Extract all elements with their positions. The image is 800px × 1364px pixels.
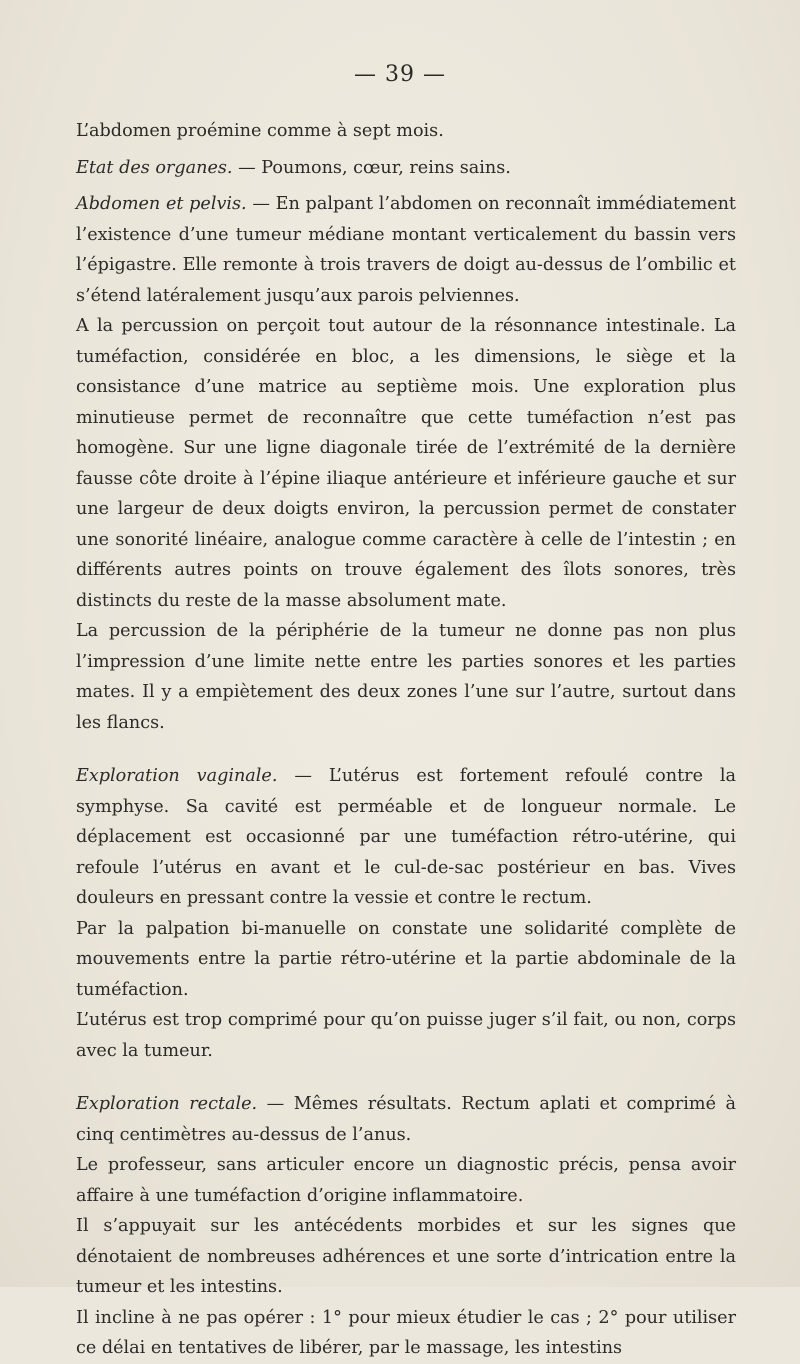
paragraph-abdomen-pelvis xyxy=(76,189,736,311)
paragraph-text: — Poumons, cœur, reins sains. xyxy=(232,157,511,178)
paragraph-text: Il s’appuyait sur les antécédents morbides et sur les signes que dénotaient de nombreuses adhérences et une sorte d’intrication entre la tumeur et les intestins. xyxy=(76,1216,736,1297)
page-number: — 39 — xyxy=(354,62,446,87)
paragraph-vaginal-exam xyxy=(76,761,736,914)
paragraph-text: Le professeur, sans articuler encore un diagnostic précis, pensa avoir affaire à une tuméfaction d’origine inflammatoire. xyxy=(76,1155,736,1206)
paragraph-percussion xyxy=(76,311,736,616)
paragraph-text: — Mêmes résultats. Rectum aplati et comprimé à cinq centimètres au-dessus de l’anus. xyxy=(76,1094,736,1145)
paragraph-text: L’utérus est trop comprimé pour qu’on puisse juger s’il fait, ou non, corps avec la tumeur. xyxy=(76,1010,736,1061)
paragraph-text: — L’utérus est fortement refoulé contre la symphyse. Sa cavité est perméable et de longueur normale. Le déplacement est occasionné par une tuméfaction rétro-utérine, qui refoule l’utérus en avant et le cul-de-sac postérieur en bas. Vives douleurs en pressant contre la vessie et contre le rectum. xyxy=(76,766,736,908)
paragraph-uterus-compressed xyxy=(76,1005,736,1066)
paragraph-text: Il incline à ne pas opérer : 1° pour mieux étudier le cas ; 2° pour utiliser ce délai en tentatives de libérer, par le massage, les intestins xyxy=(76,1307,736,1358)
paragraph-decision xyxy=(76,1303,736,1364)
section-lead-etat-des-organes: Etat des organes. xyxy=(76,157,233,178)
paragraph-bimanual-palpation xyxy=(76,914,736,1006)
paragraph-abdomen-state xyxy=(76,116,736,147)
section-lead-exploration-rectale: Exploration rectale. xyxy=(76,1094,258,1114)
paragraph-antecedents xyxy=(76,1211,736,1303)
body-text xyxy=(76,116,736,1364)
paragraph-text: — En palpant l’abdomen on reconnaît immédiatement l’existence d’une tumeur médiane montant verticalement du bassin vers l’épigastre. Elle remonte à trois travers de doigt au-dessus de l’ombilic et s’étend latéralement jusqu’aux parois pelviennes. xyxy=(76,194,736,306)
paragraph-professor-diagnosis xyxy=(76,1150,736,1211)
paragraph-periphery xyxy=(76,616,736,738)
paragraph-text: Par la palpation bi-manuelle on constate une solidarité complète de mouvements entre la partie rétro-utérine et la partie abdominale de la tuméfaction. xyxy=(76,918,736,1000)
paragraph-text: La percussion de la périphérie de la tumeur ne donne pas non plus l’impression d’une limite nette entre les parties sonores et les parties mates. Il y a empiètement des deux zones l’une sur l’autre, surtout dans les flancs. xyxy=(76,621,736,733)
section-lead-exploration-vaginale: Exploration vaginale. xyxy=(76,766,278,786)
paragraph-rectal-exam xyxy=(76,1089,736,1150)
section-lead-abdomen-et-pelvis: Abdomen et pelvis. xyxy=(76,194,247,214)
paragraph-text: A la percussion on perçoit tout autour de la résonnance intestinale. La tuméfaction, considérée en bloc, a les dimensions, le siège et la consistance d’une matrice au septième mois. Une exploration plus minutieuse permet de reconnaître que cette tuméfaction n’est pas homogène. Sur une ligne diagonale tirée de l’extrémité de la dernière fausse côte droite à l’épine iliaque antérieure et inférieure gauche et sur une largeur de deux doigts environ, la percussion permet de constater une sonorité linéaire, analogue comme caractère à celle de l’intestin ; en différents autres points on trouve également des îlots sonores, très distincts du reste de la masse absolument mate. xyxy=(76,316,736,611)
paragraph-organ-state xyxy=(76,153,736,184)
paragraph-text: L’abdomen proémine comme à sept mois. xyxy=(76,121,444,141)
